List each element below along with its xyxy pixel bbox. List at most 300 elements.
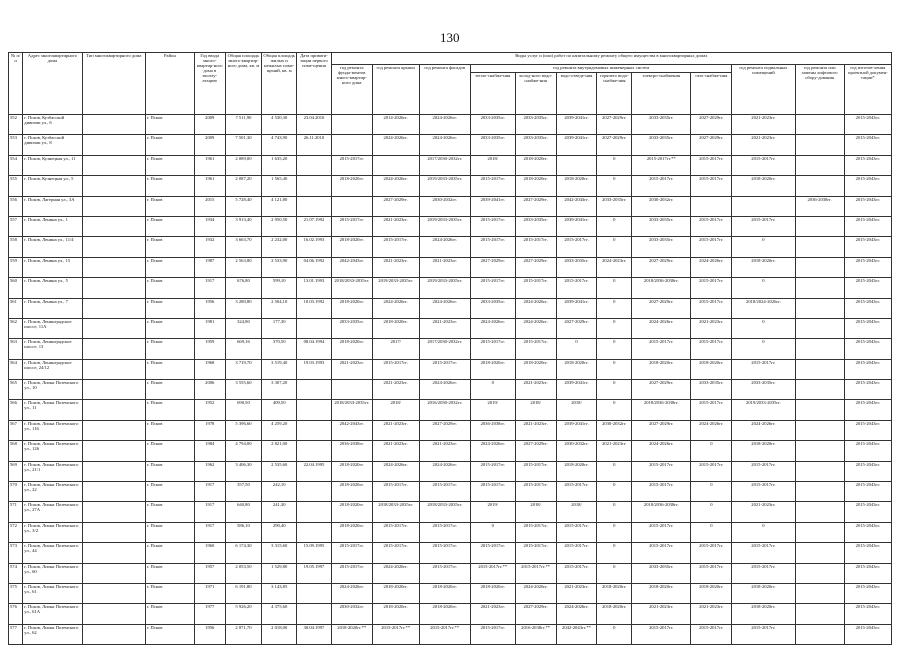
row-hot-water: 0	[597, 359, 632, 379]
row-sewer: 2015-2017гг.	[556, 522, 597, 542]
row-hot-water: 0	[597, 482, 632, 502]
row-cold-water: 2015-2017гг.	[515, 543, 556, 563]
row-facade: 2024-2026гг.	[419, 461, 470, 481]
row-elevator	[795, 237, 844, 257]
row-total-area: 669,16	[225, 339, 262, 359]
row-electric: 2015-2017гг.	[632, 461, 691, 481]
row-house-type	[82, 502, 145, 522]
row-house-type	[82, 604, 145, 624]
row-address: г. Псков, Лиона Поземского ул., 11	[23, 400, 82, 420]
row-basement: 2015-2017гг.	[732, 624, 795, 644]
row-roof: 2018-2020гг.	[372, 318, 419, 338]
row-facade: 2030-2032гг.	[419, 196, 470, 216]
row-gas: 2024-2026гг.	[691, 257, 732, 277]
row-priv-date: 13.01.1993	[297, 278, 332, 298]
row-roof: 2021-2023гг.	[372, 216, 419, 236]
row-sewer: 2018-2020гг.	[556, 176, 597, 196]
row-priv-date	[297, 482, 332, 502]
row-gas: 2015-2017гг.	[691, 278, 732, 298]
row-priv-date	[297, 604, 332, 624]
row-electric: 2024-2026гг.	[632, 441, 691, 461]
row-hot-water: 2027-2029гг.	[597, 115, 632, 135]
row-heat: 2036-2038гг.	[470, 420, 515, 440]
row-roof: 2015-2017гг.**	[372, 624, 419, 644]
row-house-type	[82, 441, 145, 461]
row-elevator	[795, 441, 844, 461]
row-design: 2015-2043гг.	[844, 298, 891, 318]
row-house-type	[82, 624, 145, 644]
row-elevator	[795, 318, 844, 338]
row-foundation	[331, 115, 372, 135]
row-priv-date	[297, 441, 332, 461]
row-total-area: 5 926,20	[225, 604, 262, 624]
row-design: 2015-2043гг.	[844, 216, 891, 236]
row-foundation: 2018-2020гг.	[331, 298, 372, 318]
row-gas: 0	[691, 441, 732, 461]
row-living-area: 2 950,50	[262, 216, 297, 236]
row-electric: 2024-2026гг.	[632, 318, 691, 338]
row-num: 559	[9, 257, 23, 277]
row-sewer: 2021-2023гг.	[556, 583, 597, 603]
row-sewer: 2018-2020гг.	[556, 461, 597, 481]
row-foundation: 2018-2020гг.	[331, 482, 372, 502]
row-living-area: 3 315,60	[262, 543, 297, 563]
row-house-type	[82, 380, 145, 400]
row-num: 556	[9, 196, 23, 216]
header-num: № п/п	[9, 53, 23, 115]
row-heat: 2015-2017гг.	[470, 176, 515, 196]
table-row	[9, 420, 892, 440]
row-foundation: 2018-2020гг.**	[331, 624, 372, 644]
row-priv-date	[297, 502, 332, 522]
row-hot-water: 0	[597, 176, 632, 196]
row-total-area: 324,80	[225, 318, 262, 338]
row-cold-water: 2015-2017гг.	[515, 339, 556, 359]
row-electric: 2018-2020гг.	[632, 359, 691, 379]
row-basement: 2015-2017гг.	[732, 216, 795, 236]
row-foundation: 2015-2017гг.	[331, 563, 372, 583]
row-foundation	[331, 135, 372, 155]
row-gas: 2015-2017гг.	[691, 216, 732, 236]
row-elevator	[795, 461, 844, 481]
row-cold-water: 2027-2029гг.	[515, 441, 556, 461]
row-house-type	[82, 482, 145, 502]
row-year: 1952	[194, 400, 225, 420]
row-elevator	[795, 155, 844, 175]
row-priv-date: 16.02.1993	[297, 237, 332, 257]
row-district: г. Псков	[145, 115, 194, 135]
row-foundation: 2033-2035гг.	[331, 318, 372, 338]
row-basement: 2015-2017гг.	[732, 155, 795, 175]
row-total-area: 3 719,70	[225, 359, 262, 379]
row-design: 2015-2043гг.	[844, 420, 891, 440]
row-year: 1961	[194, 176, 225, 196]
row-address: г. Псков, Ленина ул., 1	[23, 216, 82, 236]
header-hot-water: горячего водо-снабже-ния	[597, 73, 632, 115]
row-roof: 2015-2017гг.	[372, 543, 419, 563]
row-district: г. Псков	[145, 135, 194, 155]
row-gas: 2015-2017гг.	[691, 563, 732, 583]
row-foundation	[331, 196, 372, 216]
row-hot-water: 0	[597, 216, 632, 236]
row-living-area: 290,40	[262, 522, 297, 542]
row-total-area: 6 191,80	[225, 583, 262, 603]
row-living-area: 4 259,20	[262, 420, 297, 440]
row-hot-water: 0	[597, 155, 632, 175]
row-living-area: 370,50	[262, 339, 297, 359]
row-year: 1934	[194, 216, 225, 236]
row-elevator	[795, 420, 844, 440]
row-priv-date: 08.04.1994	[297, 339, 332, 359]
row-cold-water: 2027-2029гг.	[515, 196, 556, 216]
row-num: 566	[9, 400, 23, 420]
row-num: 571	[9, 502, 23, 522]
row-elevator	[795, 522, 844, 542]
row-foundation: 2018-2020гг.	[331, 237, 372, 257]
row-district: г. Псков	[145, 216, 194, 236]
row-priv-date	[297, 583, 332, 603]
row-roof: 2024-2026гг.	[372, 298, 419, 318]
row-roof: 2018/	[372, 400, 419, 420]
row-elevator	[795, 563, 844, 583]
row-district: г. Псков	[145, 380, 194, 400]
row-cold-water: 2024-2026гг.	[515, 298, 556, 318]
row-facade: 2016/2030-2032гг.	[419, 400, 470, 420]
header-gas: газо-снабже-ния	[691, 73, 732, 115]
row-facade: 2021-2023гг.	[419, 257, 470, 277]
row-design: 2015-2043гг.	[844, 461, 891, 481]
row-living-area: 2 504,10	[262, 298, 297, 318]
row-priv-date	[297, 176, 332, 196]
row-design: 2015-2043гг.	[844, 176, 891, 196]
table-row	[9, 115, 892, 135]
row-elevator	[795, 380, 844, 400]
table-row	[9, 216, 892, 236]
row-elevator	[795, 624, 844, 644]
table-row	[9, 563, 892, 583]
row-priv-date: 23.04.2010	[297, 115, 332, 135]
row-priv-date: 22.04.1995	[297, 461, 332, 481]
row-hot-water: 0	[597, 318, 632, 338]
row-electric: 2033-2035гг.	[632, 237, 691, 257]
row-address: г. Псков, Ленинградское шоссе, 24/12	[23, 359, 82, 379]
row-basement: 2018-2020гг.	[732, 604, 795, 624]
row-heat: 2015-2017гг.**	[470, 563, 515, 583]
row-total-area: 2 053,50	[225, 563, 262, 583]
row-facade: 2024-2026гг.	[419, 135, 470, 155]
row-elevator	[795, 278, 844, 298]
row-priv-date: 21.07.1992	[297, 216, 332, 236]
row-priv-date: 30.04.1997	[297, 624, 332, 644]
row-elevator	[795, 115, 844, 135]
row-foundation: 2042-2043гг.	[331, 257, 372, 277]
row-design: 2015-2043гг.	[844, 400, 891, 420]
row-design: 2015-2043гг.	[844, 441, 891, 461]
row-roof: 2018-2020гг.	[372, 604, 419, 624]
row-num: 553	[9, 135, 23, 155]
row-heat: 2024-2026гг.	[470, 318, 515, 338]
row-facade: 2018-2020гг.	[419, 604, 470, 624]
row-basement: 0	[732, 522, 795, 542]
row-priv-date: 19.05.1997	[297, 563, 332, 583]
row-cold-water: 2015-2017гг.	[515, 461, 556, 481]
row-house-type	[82, 135, 145, 155]
header-house-type: Тип многоквартирного дома	[82, 53, 145, 115]
row-heat: 0	[470, 522, 515, 542]
row-foundation	[331, 380, 372, 400]
row-address: г. Псков, Ленина ул., 7	[23, 298, 82, 318]
row-facade: 2015-2017гг.	[419, 543, 470, 563]
row-facade: 2019/2033-2035гг.	[419, 216, 470, 236]
header-design: год изготов-ления проектной докумен-тации*	[844, 65, 891, 115]
row-num: 575	[9, 583, 23, 603]
row-cold-water: 2033-2035гг.	[515, 115, 556, 135]
row-gas: 2027-2029гг.	[691, 135, 732, 155]
row-basement: 0	[732, 339, 795, 359]
row-elevator	[795, 257, 844, 277]
row-cold-water: 2018/	[515, 400, 556, 420]
capital-repair-table	[8, 52, 892, 645]
row-heat: 2015-2017гг.	[470, 461, 515, 481]
row-heat: 2015-2017гг.	[470, 543, 515, 563]
table-row	[9, 380, 892, 400]
table-row	[9, 298, 892, 318]
row-address: г. Псков, Лиона Поземского ул., 62	[23, 624, 82, 644]
row-hot-water: 2030-2032гг.	[597, 420, 632, 440]
row-living-area: 1 635,20	[262, 155, 297, 175]
row-design: 2015-2043гг.	[844, 155, 891, 175]
row-address: г. Псков, Лиона Поземского ул., 126	[23, 441, 82, 461]
row-basement: 2015-2017гг.	[732, 359, 795, 379]
row-house-type	[82, 461, 145, 481]
row-house-type	[82, 278, 145, 298]
row-basement: 0	[732, 237, 795, 257]
row-hot-water: 0	[597, 278, 632, 298]
row-design: 2015-2043гг.	[844, 278, 891, 298]
row-gas	[691, 196, 732, 216]
row-gas: 0	[691, 502, 732, 522]
row-living-area: 242,10	[262, 482, 297, 502]
row-sewer: 2015-2017гг.	[556, 563, 597, 583]
row-cold-water: 2015-2017гг.	[515, 237, 556, 257]
row-foundation: 2021-2023гг.	[331, 359, 372, 379]
row-cold-water: 2021-2023гг.	[515, 380, 556, 400]
header-sewer: водо-отведе-ния	[556, 73, 597, 115]
row-year: 1917	[194, 278, 225, 298]
row-design: 2015-2043гг.	[844, 522, 891, 542]
row-year: 1917	[194, 502, 225, 522]
row-living-area: 4 530,30	[262, 115, 297, 135]
row-house-type	[82, 563, 145, 583]
row-sewer: 2039-2041гг.	[556, 115, 597, 135]
row-house-type	[82, 216, 145, 236]
row-cold-water: 2015-2017гг.**	[515, 563, 556, 583]
row-district: г. Псков	[145, 298, 194, 318]
row-sewer: 2039-2041гг.	[556, 216, 597, 236]
header-total-area: Общая площадь много-квартир-ного дома, кв. м	[225, 53, 262, 115]
row-num: 573	[9, 543, 23, 563]
row-gas: 2015-2017гг.	[691, 176, 732, 196]
row-address: г. Псков, Лиона Поземского ул., 61	[23, 583, 82, 603]
row-roof: 2019/2033-2035гг.	[372, 278, 419, 298]
row-district: г. Псков	[145, 583, 194, 603]
row-elevator	[795, 339, 844, 359]
row-sewer: 2039-2041гг.	[556, 420, 597, 440]
row-basement: 2018/2024-2026гг.	[732, 298, 795, 318]
row-sewer: 0	[556, 339, 597, 359]
row-house-type	[82, 196, 145, 216]
row-house-type	[82, 237, 145, 257]
row-basement: 2024-2026гг.	[732, 420, 795, 440]
row-foundation: 2018/2033-2035гг.	[331, 400, 372, 420]
row-living-area: 3 519,40	[262, 359, 297, 379]
row-year: 1987	[194, 257, 225, 277]
row-facade: 2019/2033-2035гг.	[419, 176, 470, 196]
row-heat: 2033-2035гг.	[470, 298, 515, 318]
row-roof: 2018/2033-2035гг.	[372, 502, 419, 522]
row-district: г. Псков	[145, 563, 194, 583]
row-sewer: 2030-2032гг.	[556, 441, 597, 461]
row-design: 2015-2043гг.	[844, 359, 891, 379]
row-gas: 2015-2017гг.	[691, 155, 732, 175]
row-year: 2009	[194, 115, 225, 135]
row-total-area: 3 555,60	[225, 380, 262, 400]
row-hot-water: 2018-2020гг.	[597, 604, 632, 624]
row-num: 570	[9, 482, 23, 502]
row-foundation: 2018/2033-2035гг.	[331, 278, 372, 298]
row-roof: 2021-2023гг.	[372, 420, 419, 440]
row-priv-date: 26.11.2010	[297, 135, 332, 155]
row-heat: 2015-2017гг.	[470, 216, 515, 236]
row-total-area: 2 089,00	[225, 155, 262, 175]
row-priv-date	[297, 196, 332, 216]
row-hot-water: 2027-2029гг.	[597, 135, 632, 155]
row-hot-water: 2018-2020гг.	[597, 583, 632, 603]
row-roof: 2024-2026гг.	[372, 135, 419, 155]
row-year: 1917	[194, 482, 225, 502]
row-basement	[732, 196, 795, 216]
row-total-area: 2 563,80	[225, 257, 262, 277]
row-gas: 2015-2017гг.	[691, 624, 732, 644]
row-heat: 2021-2023гг.	[470, 604, 515, 624]
row-house-type	[82, 420, 145, 440]
row-year: 1978	[194, 420, 225, 440]
row-address: г. Псков, Лагерная ул., 3А	[23, 196, 82, 216]
table-row	[9, 135, 892, 155]
row-electric: 2027-2029гг.	[632, 420, 691, 440]
row-roof: 2027-2029гг.	[372, 196, 419, 216]
row-basement: 0	[732, 318, 795, 338]
row-living-area: 3 307,20	[262, 380, 297, 400]
row-design: 2015-2043гг.	[844, 237, 891, 257]
row-design: 2015-2043гг.	[844, 563, 891, 583]
row-heat: 2019/	[470, 502, 515, 522]
row-num: 562	[9, 318, 23, 338]
row-num: 574	[9, 563, 23, 583]
row-gas: 2018-2020гг.	[691, 359, 732, 379]
row-facade: 2021-2023гг.	[419, 318, 470, 338]
row-address: г. Псков, Лиона Поземского ул., 21/1	[23, 461, 82, 481]
row-electric: 2015-2017гг.	[632, 176, 691, 196]
row-heat: 2033-2035гг.	[470, 115, 515, 135]
row-electric: 2018/2036-2038гг.	[632, 400, 691, 420]
row-district: г. Псков	[145, 359, 194, 379]
row-roof: 2024-2026гг.	[372, 461, 419, 481]
row-foundation: 2042-2043гг.	[331, 420, 372, 440]
table-row	[9, 543, 892, 563]
row-roof: 2017/	[372, 339, 419, 359]
row-house-type	[82, 257, 145, 277]
row-total-area: 3 280,80	[225, 298, 262, 318]
row-electric: 2027-2029гг.	[632, 380, 691, 400]
row-living-area: 599,10	[262, 278, 297, 298]
row-cold-water: 2033-2035гг.	[515, 216, 556, 236]
row-cold-water: 2015-2017гг.	[515, 482, 556, 502]
row-sewer: 2018/	[556, 400, 597, 420]
row-num: 557	[9, 216, 23, 236]
row-sewer: 2015-2017гг.	[556, 482, 597, 502]
row-year: 1959	[194, 339, 225, 359]
row-address: г. Псков, Ленина ул., 5	[23, 278, 82, 298]
row-total-area: 6 174,30	[225, 543, 262, 563]
row-sewer: 2039-2041гг.	[556, 135, 597, 155]
header-foundation: год ремонта фунда-ментов много-квартир-ного дома	[331, 65, 372, 115]
row-elevator	[795, 604, 844, 624]
row-foundation: 2018-2020гг.	[331, 522, 372, 542]
header-roof: год ремонта крыши	[372, 65, 419, 115]
table-row	[9, 359, 892, 379]
row-elevator: 2036-2038гг.	[795, 196, 844, 216]
row-basement: 2018-2020гг.	[732, 441, 795, 461]
table-row	[9, 522, 892, 542]
row-foundation: 2018-2020гг.	[331, 339, 372, 359]
row-sewer: 2042-2043гг.**	[556, 624, 597, 644]
row-facade: 2019/2033-2035гг.	[419, 278, 470, 298]
row-hot-water: 0	[597, 461, 632, 481]
row-priv-date	[297, 380, 332, 400]
row-district: г. Псков	[145, 176, 194, 196]
row-cold-water: 2027-2029гг.	[515, 604, 556, 624]
row-address: г. Псков, Кузнецкая ул., 11	[23, 155, 82, 175]
row-heat: 2018-2020гг.	[470, 359, 515, 379]
row-living-area: 2 535,60	[262, 461, 297, 481]
header-living-area: Общая площадь жилых и нежилых поме-щений, кв. м	[262, 53, 297, 115]
row-roof: 2015-2017гг.	[372, 482, 419, 502]
table-row	[9, 604, 892, 624]
row-living-area: 4 743,90	[262, 135, 297, 155]
row-house-type	[82, 155, 145, 175]
row-elevator	[795, 298, 844, 318]
row-num: 576	[9, 604, 23, 624]
row-roof: 2015-2017гг.	[372, 359, 419, 379]
row-electric: 2033-2035гг.	[632, 135, 691, 155]
row-roof: 2024-2026гг.	[372, 176, 419, 196]
row-district: г. Псков	[145, 237, 194, 257]
row-design: 2015-2043гг.	[844, 115, 891, 135]
table-row	[9, 237, 892, 257]
row-elevator	[795, 583, 844, 603]
row-year: 2009	[194, 135, 225, 155]
row-facade: 2024-2026гг.	[419, 380, 470, 400]
row-elevator	[795, 176, 844, 196]
row-num: 563	[9, 339, 23, 359]
row-address: г. Псков, Лиона Поземского ул., 60	[23, 563, 82, 583]
row-total-area: 7 501,30	[225, 135, 262, 155]
table-row	[9, 441, 892, 461]
table-row	[9, 461, 892, 481]
row-basement: 2015-2017гг.	[732, 482, 795, 502]
row-elevator	[795, 135, 844, 155]
